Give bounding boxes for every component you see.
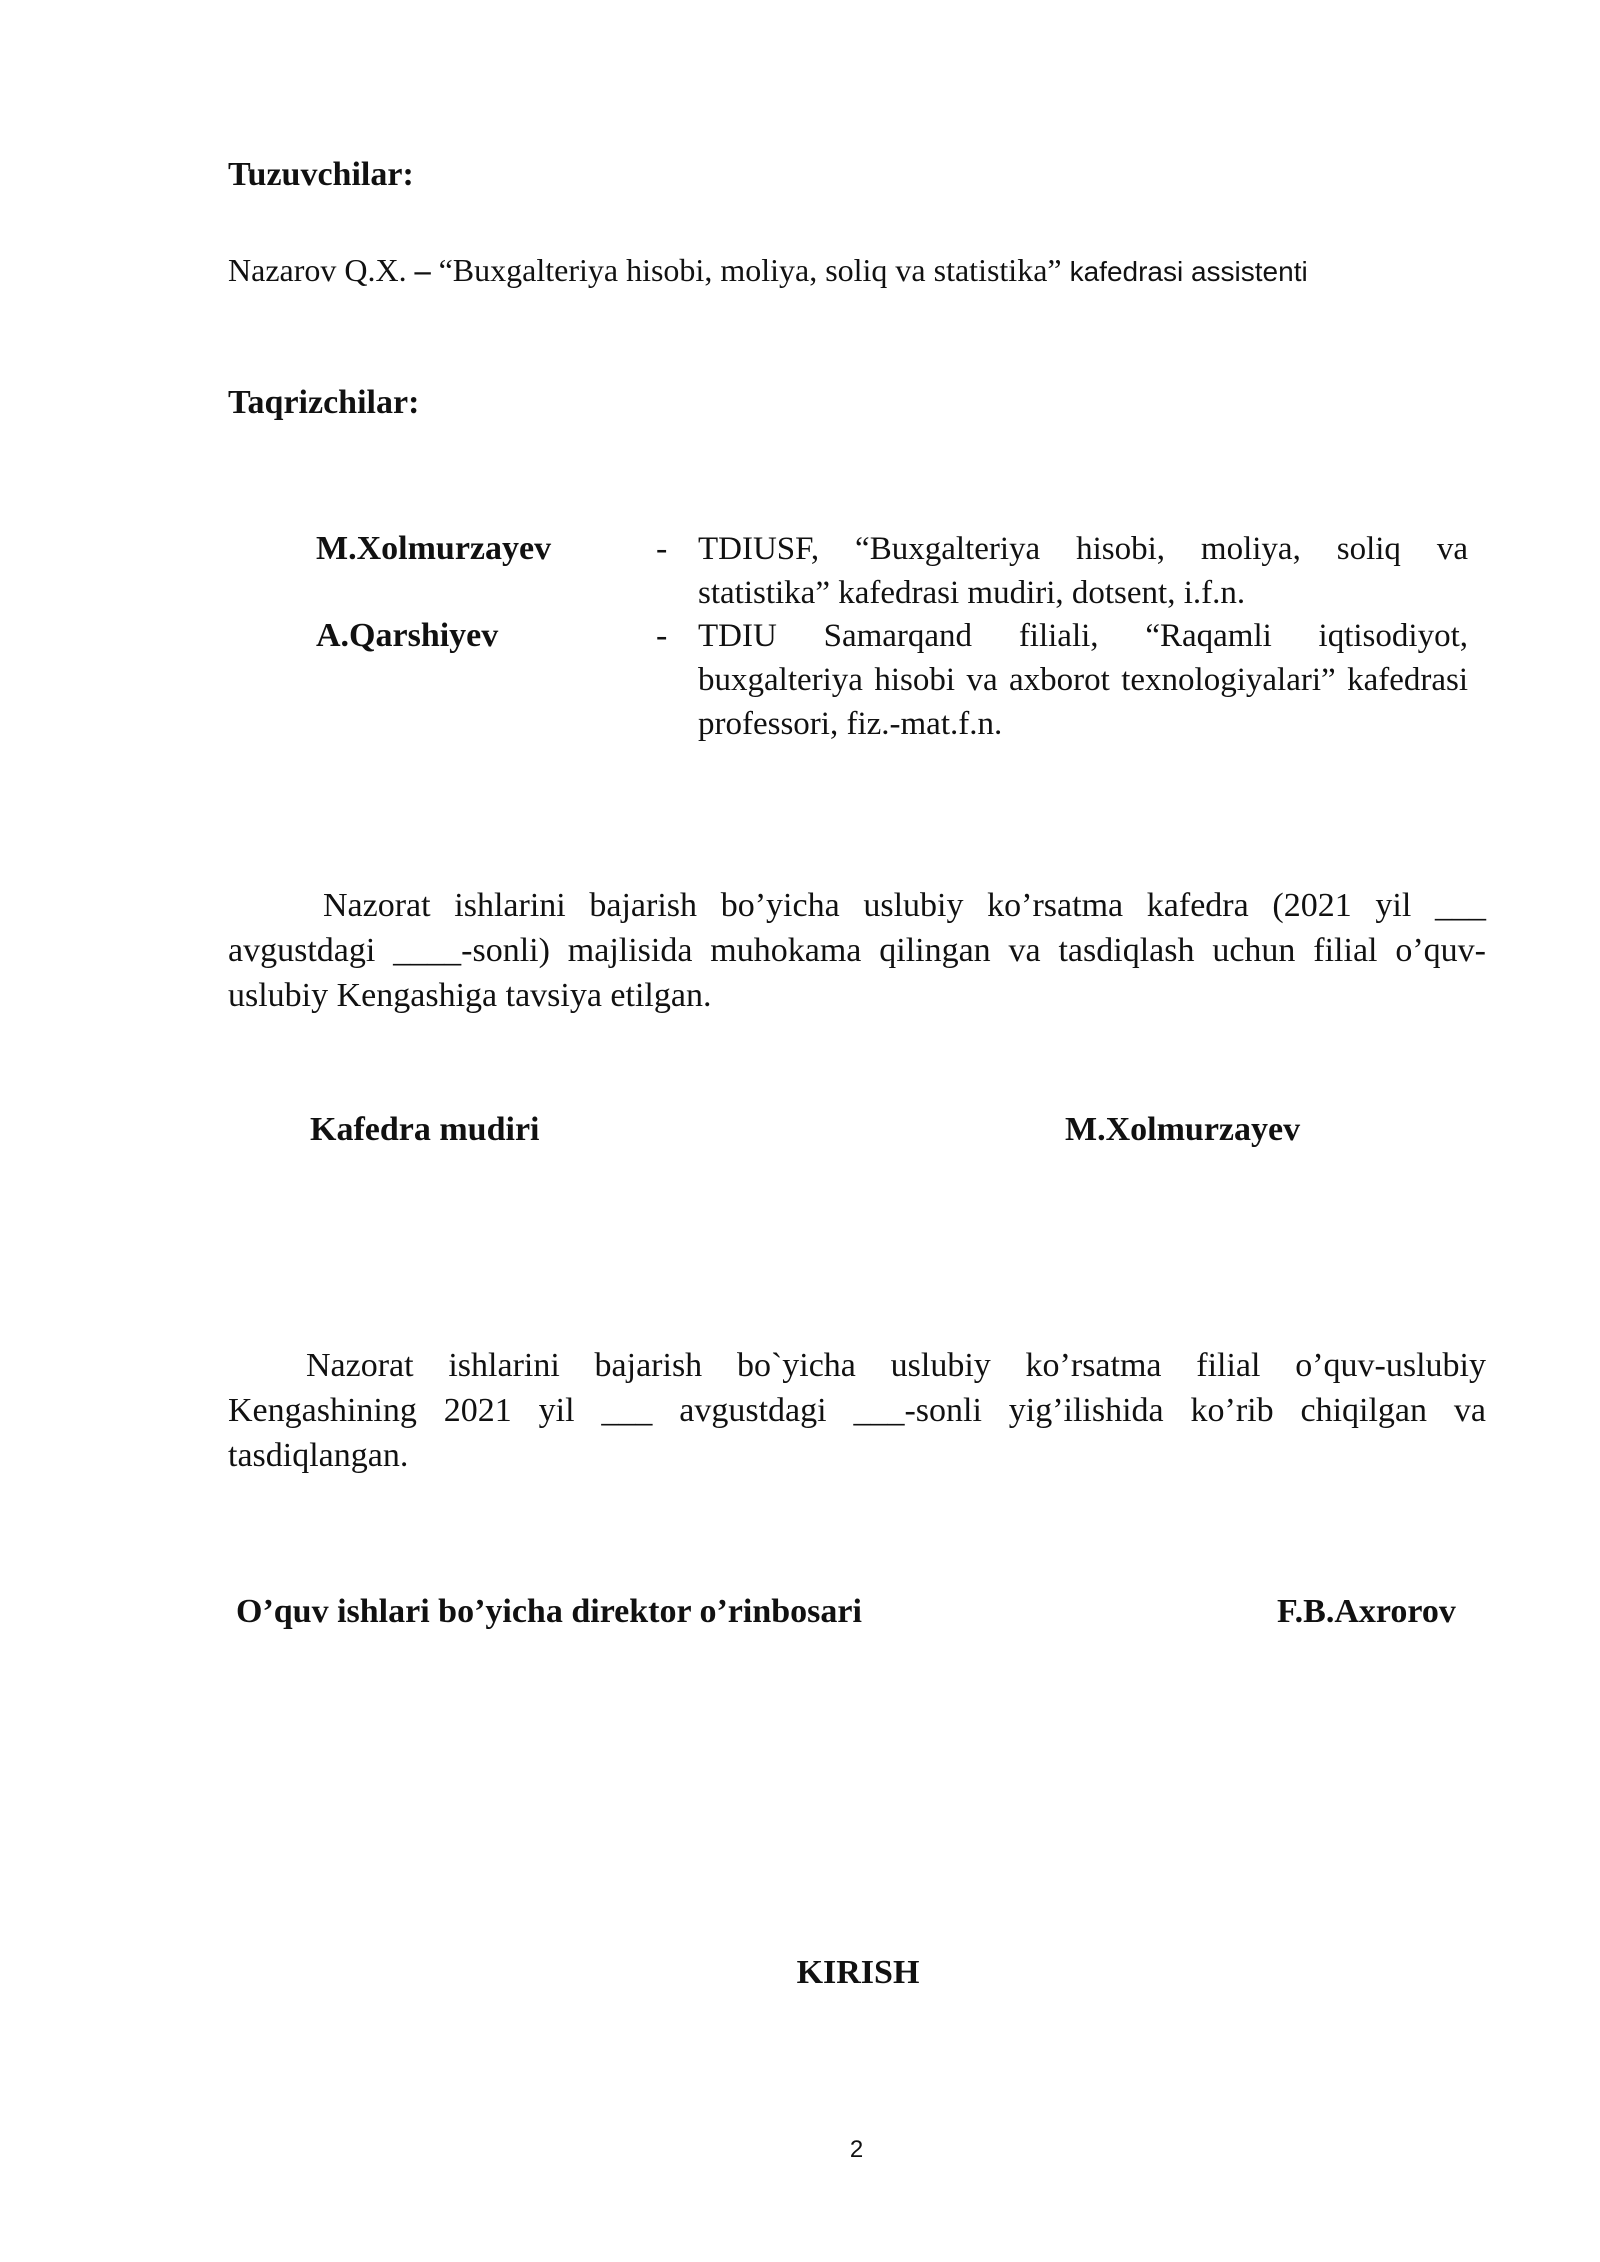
department-signer-title: Kafedra mudiri (310, 1111, 540, 1148)
compiler-name: Nazarov Q.X. (228, 252, 407, 288)
council-signer-title: O’quv ishlari bo’yicha direktor o’rinbosari (236, 1593, 862, 1630)
reviewer-description: TDIU Samarqand filiali, “Raqamli iqtisodiyot, buxgalteriya hisobi va axborot texnologiyalari” kafedrasi professori, fiz.-mat.f.n. (698, 618, 1468, 742)
reviewer-dash: - (656, 617, 668, 654)
department-approval-paragraph (228, 883, 1486, 1018)
council-approval-text: Nazorat ishlarini bajarish bo`yicha uslubiy ko’rsatma filial o’quv-uslubiy Kengashining 2021 yil ___ avgustdagi ___-sonli yig’ilishida ko’rib chiqilgan va tasdiqlangan. (228, 1347, 1486, 1474)
department-signer-name: M.Xolmurzayev (1065, 1111, 1301, 1148)
council-signer-name: F.B.Axrorov (1277, 1593, 1456, 1630)
compiler-department: “Buxgalteriya hisobi, moliya, soliq va statistika” (438, 252, 1062, 288)
compilers-heading: Tuzuvchilar: (228, 156, 414, 193)
department-approval-text: Nazorat ishlarini bajarish bo’yicha uslubiy ko’rsatma kafedra (2021 yil ___ avgustdagi ____-sonli) majlisida muhokama qilingan va tasdiqlash uchun filial o’quv-uslubiy Kengashiga tavsiya etilgan. (228, 887, 1486, 1014)
reviewer-name: A.Qarshiyev (316, 617, 499, 654)
reviewers-heading: Taqrizchilar: (228, 384, 420, 421)
reviewer-name: M.Xolmurzayev (316, 530, 552, 567)
compiler-role: kafedrasi assistenti (1069, 256, 1308, 287)
reviewer-description: TDIUSF, “Buxgalteriya hisobi, moliya, soliq va statistika” kafedrasi mudiri, dotsent, i.f.n. (698, 531, 1468, 611)
council-approval-paragraph (228, 1343, 1486, 1478)
page-number: 2 (849, 2136, 864, 2163)
reviewer-dash: - (656, 530, 668, 567)
compiler-dash: – (414, 252, 431, 288)
compiler-line (228, 250, 1308, 292)
section-title: KIRISH (796, 1954, 920, 1991)
